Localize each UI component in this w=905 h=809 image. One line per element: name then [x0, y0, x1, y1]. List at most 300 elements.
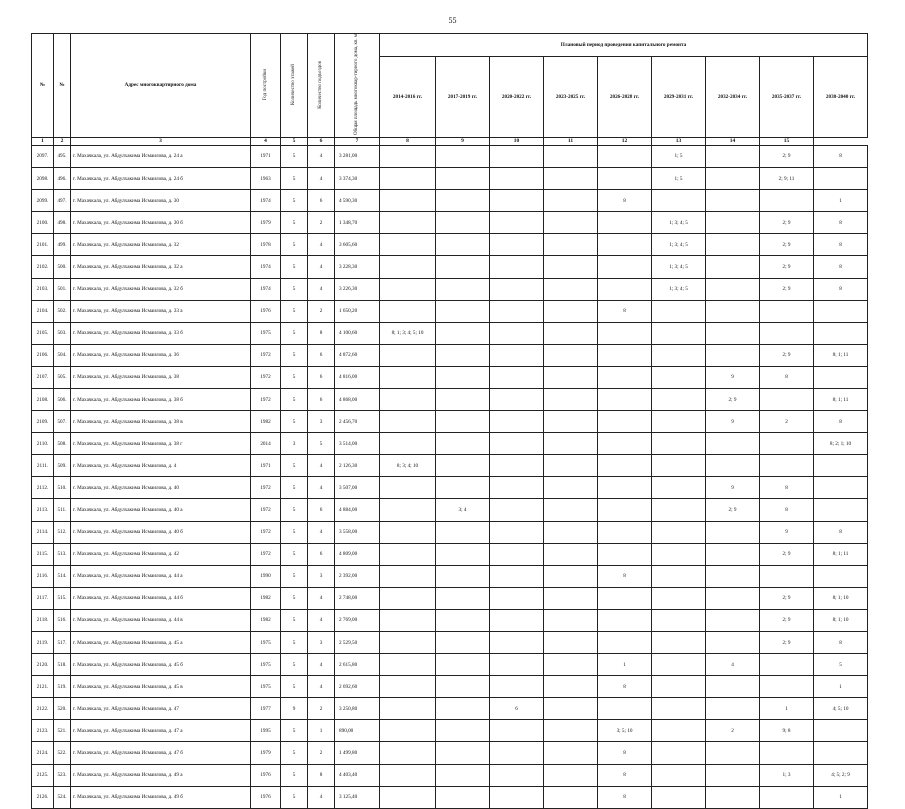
row-period-value — [490, 168, 544, 190]
row-sub-number: 520. — [54, 698, 71, 720]
row-period-value — [436, 455, 490, 477]
row-number: 2123. — [32, 720, 54, 742]
row-number: 2098. — [32, 168, 54, 190]
row-period-value — [760, 455, 814, 477]
row-period-value: 4 — [706, 654, 760, 676]
row-address: г. Махачкала, ул. Абдулхакима Исмаилова, д. 49 б — [71, 786, 251, 808]
row-period-value: 2; 9 — [760, 632, 814, 654]
row-period-value: 1; 3; 4; 5 — [652, 256, 706, 278]
row-area: 4 868,00 — [335, 388, 380, 410]
row-period-value — [598, 344, 652, 366]
row-period-value — [598, 477, 652, 499]
row-sub-number: 504. — [54, 344, 71, 366]
row-period-value — [544, 344, 598, 366]
row-address: г. Махачкала, ул. Абдулхакима Исмаилова, д. 32 — [71, 234, 251, 256]
row-address: г. Махачкала, ул. Абдулхакима Исмаилова, д. 40 — [71, 477, 251, 499]
table-row — [32, 742, 868, 764]
row-number: 2115. — [32, 543, 54, 565]
row-period-value: 8 — [598, 764, 652, 786]
row-number: 2099. — [32, 190, 54, 212]
row-area: 4 100,60 — [335, 322, 380, 344]
row-area: 2 748,00 — [335, 587, 380, 609]
row-floors: 5 — [281, 742, 308, 764]
row-address: г. Махачкала, ул. Абдулхакима Исмаилова, д. 33 а — [71, 300, 251, 322]
row-period-value — [490, 676, 544, 698]
row-period-value — [652, 300, 706, 322]
row-period-value — [436, 322, 490, 344]
row-period-value: 1; 3; 4; 5 — [652, 234, 706, 256]
row-period-value — [652, 521, 706, 543]
row-address: г. Махачкала, ул. Абдулхакима Исмаилова, д. 45 б — [71, 654, 251, 676]
row-sub-number: 500. — [54, 256, 71, 278]
row-entrances: 4 — [308, 676, 335, 698]
row-period-value — [490, 388, 544, 410]
row-sub-number: 505. — [54, 366, 71, 388]
row-year: 1976 — [251, 300, 281, 322]
row-period-value: 8; 1; 10 — [814, 587, 868, 609]
row-period-value — [652, 477, 706, 499]
row-area: 2 529,50 — [335, 632, 380, 654]
column-index: 5 — [281, 137, 308, 145]
row-entrances: 4 — [308, 145, 335, 167]
row-sub-number: 495. — [54, 145, 71, 167]
row-period-value: 8 — [760, 499, 814, 521]
row-period-value: 4; 5; 10 — [814, 698, 868, 720]
row-address: г. Махачкала, ул. Абдулхакима Исмаилова, д. 44 а — [71, 565, 251, 587]
capital-repair-table — [31, 33, 868, 809]
row-period-value — [544, 322, 598, 344]
row-period-value — [380, 786, 436, 808]
table-row — [32, 676, 868, 698]
row-period-value — [814, 742, 868, 764]
row-period-value — [490, 455, 544, 477]
row-period-value — [706, 521, 760, 543]
row-period-value — [652, 632, 706, 654]
row-year: 1975 — [251, 654, 281, 676]
row-period-value — [706, 145, 760, 167]
row-entrances: 8 — [308, 322, 335, 344]
row-floors: 5 — [281, 543, 308, 565]
row-floors: 5 — [281, 344, 308, 366]
row-period-value: 8; 1; 3; 4; 5; 10 — [380, 322, 436, 344]
row-entrances: 6 — [308, 499, 335, 521]
row-sub-number: 501. — [54, 278, 71, 300]
row-period-value — [380, 720, 436, 742]
row-number: 2114. — [32, 521, 54, 543]
row-period-value — [544, 521, 598, 543]
row-sub-number: 498. — [54, 212, 71, 234]
row-period-value — [436, 344, 490, 366]
row-area: 2 456,70 — [335, 411, 380, 433]
table-row — [32, 543, 868, 565]
row-period-value — [598, 587, 652, 609]
row-entrances: 4 — [308, 786, 335, 808]
row-period-value — [490, 742, 544, 764]
row-year: 1972 — [251, 499, 281, 521]
row-period-value — [760, 742, 814, 764]
row-period-value — [652, 565, 706, 587]
row-area: 4 884,00 — [335, 499, 380, 521]
row-floors: 5 — [281, 676, 308, 698]
row-floors: 5 — [281, 168, 308, 190]
row-area: 1 650,20 — [335, 300, 380, 322]
row-period-value: 5 — [814, 654, 868, 676]
row-period-value: 1 — [814, 190, 868, 212]
row-period-value: 2 — [706, 720, 760, 742]
row-entrances: 1 — [308, 720, 335, 742]
row-number: 2126. — [32, 786, 54, 808]
row-period-value: 8 — [760, 366, 814, 388]
row-period-value: 8 — [598, 190, 652, 212]
row-period-value — [760, 654, 814, 676]
row-period-value — [490, 720, 544, 742]
row-sub-number: 503. — [54, 322, 71, 344]
row-period-value — [598, 433, 652, 455]
row-period-value: 3; 4 — [436, 499, 490, 521]
row-year: 1971 — [251, 455, 281, 477]
row-period-value — [598, 499, 652, 521]
row-address: г. Махачкала, ул. Абдулхакима Исмаилова, д. 36 — [71, 344, 251, 366]
row-number: 2110. — [32, 433, 54, 455]
row-period-value — [652, 742, 706, 764]
row-period-value: 2 — [760, 411, 814, 433]
row-floors: 5 — [281, 366, 308, 388]
table-row — [32, 609, 868, 631]
row-period-value — [490, 477, 544, 499]
row-period-value — [490, 632, 544, 654]
row-period-value — [814, 477, 868, 499]
row-floors: 5 — [281, 521, 308, 543]
row-entrances: 4 — [308, 278, 335, 300]
row-period-value — [490, 565, 544, 587]
row-period-value — [544, 388, 598, 410]
row-period-value — [490, 344, 544, 366]
row-period-value: 2; 9 — [760, 278, 814, 300]
row-year: 1990 — [251, 565, 281, 587]
row-address: г. Махачкала, ул. Абдулхакима Исмаилова, д. 49 а — [71, 764, 251, 786]
row-period-value — [652, 543, 706, 565]
row-period-value — [490, 278, 544, 300]
header-area: Общая площадь многоквар-тирного дома, кв. м — [335, 34, 380, 138]
row-number: 2120. — [32, 654, 54, 676]
row-floors: 5 — [281, 278, 308, 300]
row-number: 2119. — [32, 632, 54, 654]
row-period-value: 1; 5 — [652, 168, 706, 190]
table-row — [32, 698, 868, 720]
header-period: 2017-2019 гг. — [436, 56, 490, 137]
row-area: 4 872,60 — [335, 344, 380, 366]
row-address: г. Махачкала, ул. Абдулхакима Исмаилова, д. 44 б — [71, 587, 251, 609]
column-index: 4 — [251, 137, 281, 145]
row-period-value — [814, 366, 868, 388]
row-period-value — [706, 698, 760, 720]
row-address: г. Махачкала, ул. Абдулхакима Исмаилова, д. 42 — [71, 543, 251, 565]
column-index: 13 — [652, 137, 706, 145]
row-period-value — [544, 654, 598, 676]
row-address: г. Махачкала, ул. Абдулхакима Исмаилова, д. 40 б — [71, 521, 251, 543]
row-number: 2121. — [32, 676, 54, 698]
row-period-value — [760, 676, 814, 698]
row-number: 2101. — [32, 234, 54, 256]
table-row — [32, 411, 868, 433]
row-period-value — [436, 477, 490, 499]
row-sub-number: 513. — [54, 543, 71, 565]
row-period-value — [380, 278, 436, 300]
row-year: 1979 — [251, 212, 281, 234]
table-row — [32, 212, 868, 234]
row-period-value — [380, 366, 436, 388]
row-sub-number: 519. — [54, 676, 71, 698]
row-period-value — [380, 145, 436, 167]
row-entrances: 2 — [308, 698, 335, 720]
row-period-value — [706, 587, 760, 609]
table-row — [32, 300, 868, 322]
row-area: 2 392,00 — [335, 565, 380, 587]
table-row — [32, 145, 868, 167]
row-period-value: 2; 9 — [706, 388, 760, 410]
row-period-value — [814, 300, 868, 322]
row-period-value — [544, 256, 598, 278]
row-period-value — [490, 654, 544, 676]
row-address: г. Махачкала, ул. Абдулхакима Исмаилова, д. 40 а — [71, 499, 251, 521]
row-period-value — [544, 609, 598, 631]
row-year: 1982 — [251, 411, 281, 433]
row-period-value: 8 — [598, 565, 652, 587]
row-entrances: 4 — [308, 587, 335, 609]
row-area: 2 692,60 — [335, 676, 380, 698]
row-entrances: 3 — [308, 565, 335, 587]
table-row — [32, 587, 868, 609]
row-period-value: 8; 1; 11 — [814, 344, 868, 366]
row-period-value — [380, 168, 436, 190]
row-year: 1974 — [251, 256, 281, 278]
row-floors: 3 — [281, 433, 308, 455]
row-number: 2106. — [32, 344, 54, 366]
row-period-value — [490, 411, 544, 433]
row-period-value — [436, 764, 490, 786]
row-period-value: 1 — [760, 698, 814, 720]
column-index: 8 — [380, 137, 436, 145]
table-row — [32, 499, 868, 521]
row-period-value — [652, 455, 706, 477]
row-year: 1974 — [251, 278, 281, 300]
row-period-value — [706, 212, 760, 234]
row-period-value — [380, 234, 436, 256]
row-period-value — [598, 609, 652, 631]
row-floors: 5 — [281, 477, 308, 499]
row-period-value — [380, 565, 436, 587]
row-period-value — [814, 720, 868, 742]
row-period-value: 8 — [814, 521, 868, 543]
row-period-value — [706, 256, 760, 278]
row-period-value — [706, 433, 760, 455]
row-period-value: 2; 9 — [760, 344, 814, 366]
row-period-value — [544, 433, 598, 455]
row-period-value — [544, 764, 598, 786]
row-period-value — [652, 720, 706, 742]
row-period-value — [544, 212, 598, 234]
row-period-value — [490, 609, 544, 631]
column-index: 3 — [71, 137, 251, 145]
row-number: 2117. — [32, 587, 54, 609]
row-floors: 5 — [281, 256, 308, 278]
row-area: 3 281,00 — [335, 145, 380, 167]
table-row — [32, 654, 868, 676]
row-period-value — [544, 168, 598, 190]
row-period-value — [436, 411, 490, 433]
row-number: 2116. — [32, 565, 54, 587]
row-period-value: 1 — [598, 654, 652, 676]
row-period-value — [380, 477, 436, 499]
row-period-value — [544, 698, 598, 720]
row-entrances: 4 — [308, 234, 335, 256]
row-period-value — [436, 521, 490, 543]
row-period-value — [652, 388, 706, 410]
row-floors: 5 — [281, 455, 308, 477]
row-period-value — [436, 609, 490, 631]
row-period-value — [490, 433, 544, 455]
header-entrances: Количество подъездов — [308, 34, 335, 138]
row-period-value: 8 — [814, 212, 868, 234]
row-entrances: 6 — [308, 190, 335, 212]
row-period-value — [544, 278, 598, 300]
row-sub-number: 524. — [54, 786, 71, 808]
row-period-value — [436, 366, 490, 388]
row-area: 4 590,30 — [335, 190, 380, 212]
row-period-value — [436, 212, 490, 234]
row-period-value — [544, 300, 598, 322]
row-period-value — [490, 587, 544, 609]
row-period-value — [544, 565, 598, 587]
row-period-value: 1; 3; 4; 5 — [652, 278, 706, 300]
row-year: 1982 — [251, 587, 281, 609]
row-period-value — [706, 234, 760, 256]
table-row — [32, 764, 868, 786]
row-entrances: 4 — [308, 609, 335, 631]
row-floors: 5 — [281, 786, 308, 808]
table-row — [32, 344, 868, 366]
row-period-value — [814, 565, 868, 587]
row-area: 3 374,30 — [335, 168, 380, 190]
row-year: 1975 — [251, 322, 281, 344]
row-period-value — [706, 168, 760, 190]
row-period-value — [490, 212, 544, 234]
row-period-value — [436, 278, 490, 300]
row-number: 2105. — [32, 322, 54, 344]
row-period-value — [598, 521, 652, 543]
row-sub-number: 496. — [54, 168, 71, 190]
row-floors: 5 — [281, 764, 308, 786]
row-number: 2109. — [32, 411, 54, 433]
column-index: 14 — [706, 137, 760, 145]
row-period-value: 9 — [706, 366, 760, 388]
header-period: 2014-2016 гг. — [380, 56, 436, 137]
row-period-value — [760, 300, 814, 322]
row-period-value — [544, 786, 598, 808]
row-period-value — [490, 256, 544, 278]
row-period-value: 3; 5; 10 — [598, 720, 652, 742]
row-period-value — [436, 742, 490, 764]
row-period-value — [380, 256, 436, 278]
row-period-value: 9 — [706, 477, 760, 499]
row-period-value: 2; 9 — [760, 609, 814, 631]
row-entrances: 4 — [308, 521, 335, 543]
row-entrances: 6 — [308, 344, 335, 366]
row-period-value — [652, 366, 706, 388]
row-period-value: 8; 1; 11 — [814, 388, 868, 410]
row-period-value — [598, 388, 652, 410]
row-floors: 5 — [281, 322, 308, 344]
row-period-value — [436, 786, 490, 808]
header-num1: № — [32, 34, 54, 138]
row-period-value — [490, 499, 544, 521]
table-row — [32, 521, 868, 543]
row-address: г. Махачкала, ул. Абдулхакима Исмаилова, д. 44 в — [71, 609, 251, 631]
row-period-value — [436, 632, 490, 654]
row-entrances: 4 — [308, 477, 335, 499]
row-period-value — [544, 366, 598, 388]
row-period-value — [598, 145, 652, 167]
row-period-value — [380, 764, 436, 786]
row-period-value — [436, 543, 490, 565]
row-period-value: 1; 3; 4; 5 — [652, 212, 706, 234]
row-address: г. Махачкала, ул. Абдулхакима Исмаилова, д. 30 б — [71, 212, 251, 234]
row-floors: 5 — [281, 587, 308, 609]
row-sub-number: 510. — [54, 477, 71, 499]
row-period-value: 2; 9 — [760, 256, 814, 278]
row-number: 2118. — [32, 609, 54, 631]
row-sub-number: 512. — [54, 521, 71, 543]
row-address: г. Махачкала, ул. Абдулхакима Исмаилова, д. 45 а — [71, 632, 251, 654]
row-period-value — [598, 632, 652, 654]
row-period-value — [544, 411, 598, 433]
header-period: 2038-2040 гг. — [814, 56, 868, 137]
column-index: 11 — [544, 137, 598, 145]
row-sub-number: 521. — [54, 720, 71, 742]
row-period-value: 8 — [598, 742, 652, 764]
row-period-value: 8 — [814, 234, 868, 256]
row-entrances: 3 — [308, 632, 335, 654]
row-period-value — [706, 786, 760, 808]
row-period-value — [490, 521, 544, 543]
row-period-value — [652, 322, 706, 344]
row-floors: 5 — [281, 720, 308, 742]
row-period-value — [436, 190, 490, 212]
row-area: 2 615,80 — [335, 654, 380, 676]
row-sub-number: 522. — [54, 742, 71, 764]
row-period-value — [436, 587, 490, 609]
row-period-value — [760, 565, 814, 587]
row-address: г. Махачкала, ул. Абдулхакима Исмаилова, д. 38 в — [71, 411, 251, 433]
row-period-value — [436, 433, 490, 455]
page-number: 55 — [448, 16, 457, 25]
row-area: 1 348,70 — [335, 212, 380, 234]
row-number: 2097. — [32, 145, 54, 167]
row-period-value: 8 — [814, 278, 868, 300]
row-area: 3 514,00 — [335, 433, 380, 455]
row-period-value — [814, 168, 868, 190]
row-period-value — [544, 234, 598, 256]
row-period-value — [598, 411, 652, 433]
row-year: 1972 — [251, 543, 281, 565]
row-year: 1971 — [251, 145, 281, 167]
table-row — [32, 234, 868, 256]
row-period-value: 2; 9 — [760, 212, 814, 234]
row-period-value — [380, 609, 436, 631]
row-floors: 5 — [281, 565, 308, 587]
row-period-value — [760, 190, 814, 212]
row-period-value — [380, 543, 436, 565]
